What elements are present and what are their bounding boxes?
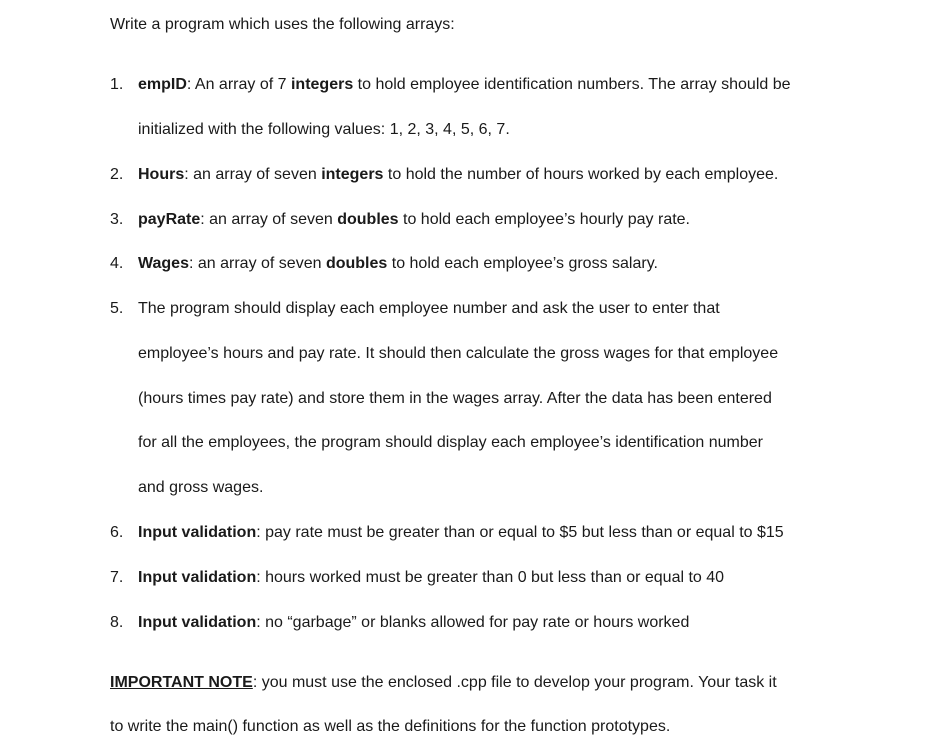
list-number: 7. (110, 569, 124, 586)
list-number: 1. (110, 76, 124, 93)
text-run: : An array of 7 (186, 76, 291, 93)
list-item-line (138, 74, 918, 96)
list-item-line: and gross wages. (138, 479, 264, 497)
list-item-line: for all the employees, the program should display each employee’s identification number (138, 434, 763, 452)
list-item-line (138, 522, 918, 544)
term-doubles: doubles (325, 255, 388, 272)
list-item-line (138, 164, 918, 186)
list-number: 8. (110, 614, 124, 631)
note-line: to write the main() function as well as the definitions for the function prototypes. (110, 718, 671, 735)
text-run: : an array of seven (188, 255, 326, 272)
list-number: 2. (110, 166, 124, 183)
text-run: to hold the number of hours worked by each employee. (383, 166, 779, 183)
text-run: to hold employee identification numbers. The array should be (353, 76, 791, 93)
text-run: : pay rate must be greater than or equal to $5 but less than or equal to $15 (256, 524, 784, 541)
list-item-line: (hours times pay rate) and store them in the wages array. After the data has been entered (138, 389, 772, 407)
term-payrate: payRate (138, 211, 201, 228)
term-input-validation: Input validation (138, 524, 257, 541)
text-run: : no “garbage” or blanks allowed for pay rate or hours worked (256, 614, 690, 631)
term-hours: Hours (138, 166, 185, 183)
list-item-line: employee’s hours and pay rate. It should then calculate the gross wages for that employee (138, 344, 779, 362)
text-run: to hold each employee’s hourly pay rate. (398, 211, 690, 228)
note-line (110, 672, 910, 694)
intro-text: Write a program which uses the following arrays: (110, 16, 455, 33)
term-integers: integers (321, 166, 384, 183)
list-number: 4. (110, 255, 124, 272)
note-heading: IMPORTANT NOTE (110, 674, 253, 691)
term-wages: Wages (138, 255, 189, 272)
list-item-line (138, 209, 918, 231)
list-number: 3. (110, 211, 124, 228)
term-doubles: doubles (337, 211, 399, 228)
list-number: 5. (110, 300, 124, 317)
text-run: : an array of seven (200, 211, 338, 228)
list-item-line (138, 567, 918, 589)
term-input-validation: Input validation (138, 569, 257, 586)
list-item-line (138, 253, 918, 275)
list-item-line: initialized with the following values: 1, 2, 3, 4, 5, 6, 7. (138, 120, 510, 138)
term-empid: empID (138, 76, 187, 93)
term-input-validation: Input validation (138, 614, 257, 631)
text-run: : an array of seven (184, 166, 322, 183)
important-note (110, 672, 910, 738)
text-run: to hold each employee’s gross salary. (387, 255, 658, 272)
list-number: 6. (110, 524, 124, 541)
text-run: : hours worked must be greater than 0 but less than or equal to 40 (256, 569, 725, 586)
text-run: : you must use the enclosed .cpp file to develop your program. Your task it (252, 674, 777, 691)
list-item-line: The program should display each employee number and ask the user to enter that (138, 300, 720, 317)
list-item-line (138, 612, 918, 634)
term-integers: integers (290, 76, 354, 93)
